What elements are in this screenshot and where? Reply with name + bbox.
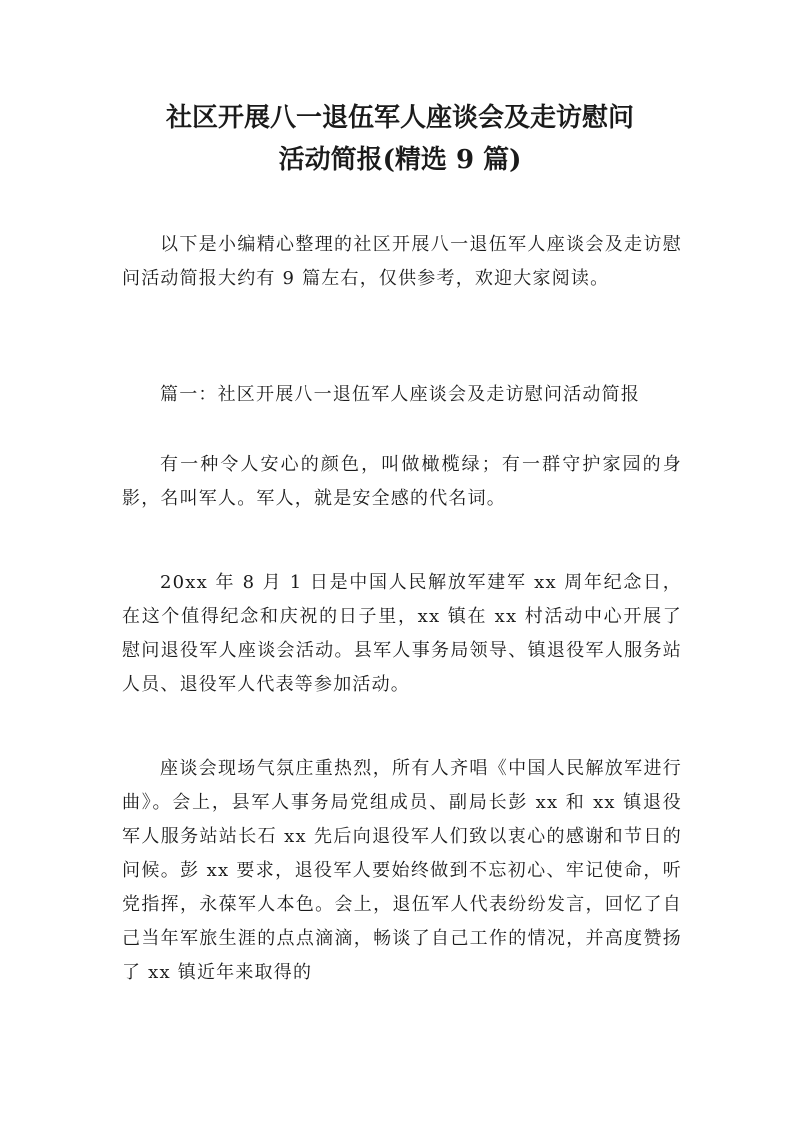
- body-paragraph: 20xx 年 8 月 1 日是中国人民解放军建军 xx 周年纪念日，在这个值得纪念和庆祝的日子里，xx 镇在 xx 村活动中心开展了慰问退役军人座谈会活动。县军人事务局领导、镇退役军人服务站人员、退役军人代表等参加活动。: [122, 572, 682, 695]
- body-paragraph: 座谈会现场气氛庄重热烈，所有人齐唱《中国人民解放军进行曲》。会上，县军人事务局党组成员、副局长彭 xx 和 xx 镇退役军人服务站站长石 xx 先后向退役军人们致以衷心的感谢和节日的问候。彭 xx 要求，退役军人要始终做到不忘初心、牢记使命，听党指挥，永葆军人本色。会上，退伍军人代表纷纷发言，回忆了自己当年军旅生涯的点点滴滴，畅谈了自己工作的情况，并高度赞扬了 xx 镇近年来取得的: [122, 758, 682, 983]
- document-title-line-1: 社区开展八一退伍军人座谈会及走访慰问: [165, 103, 634, 133]
- section-heading: 篇一：社区开展八一退伍军人座谈会及走访慰问活动简报: [160, 384, 640, 405]
- body-paragraph: 有一种令人安心的颜色，叫做橄榄绿；有一群守护家园的身影，名叫军人。军人，就是安全感的代名词。: [122, 454, 682, 509]
- intro-paragraph: 以下是小编精心整理的社区开展八一退伍军人座谈会及走访慰问活动简报大约有 9 篇左右，仅供参考，欢迎大家阅读。: [122, 234, 682, 289]
- document-title-line-2: 活动简报(精选 9 篇): [278, 145, 522, 175]
